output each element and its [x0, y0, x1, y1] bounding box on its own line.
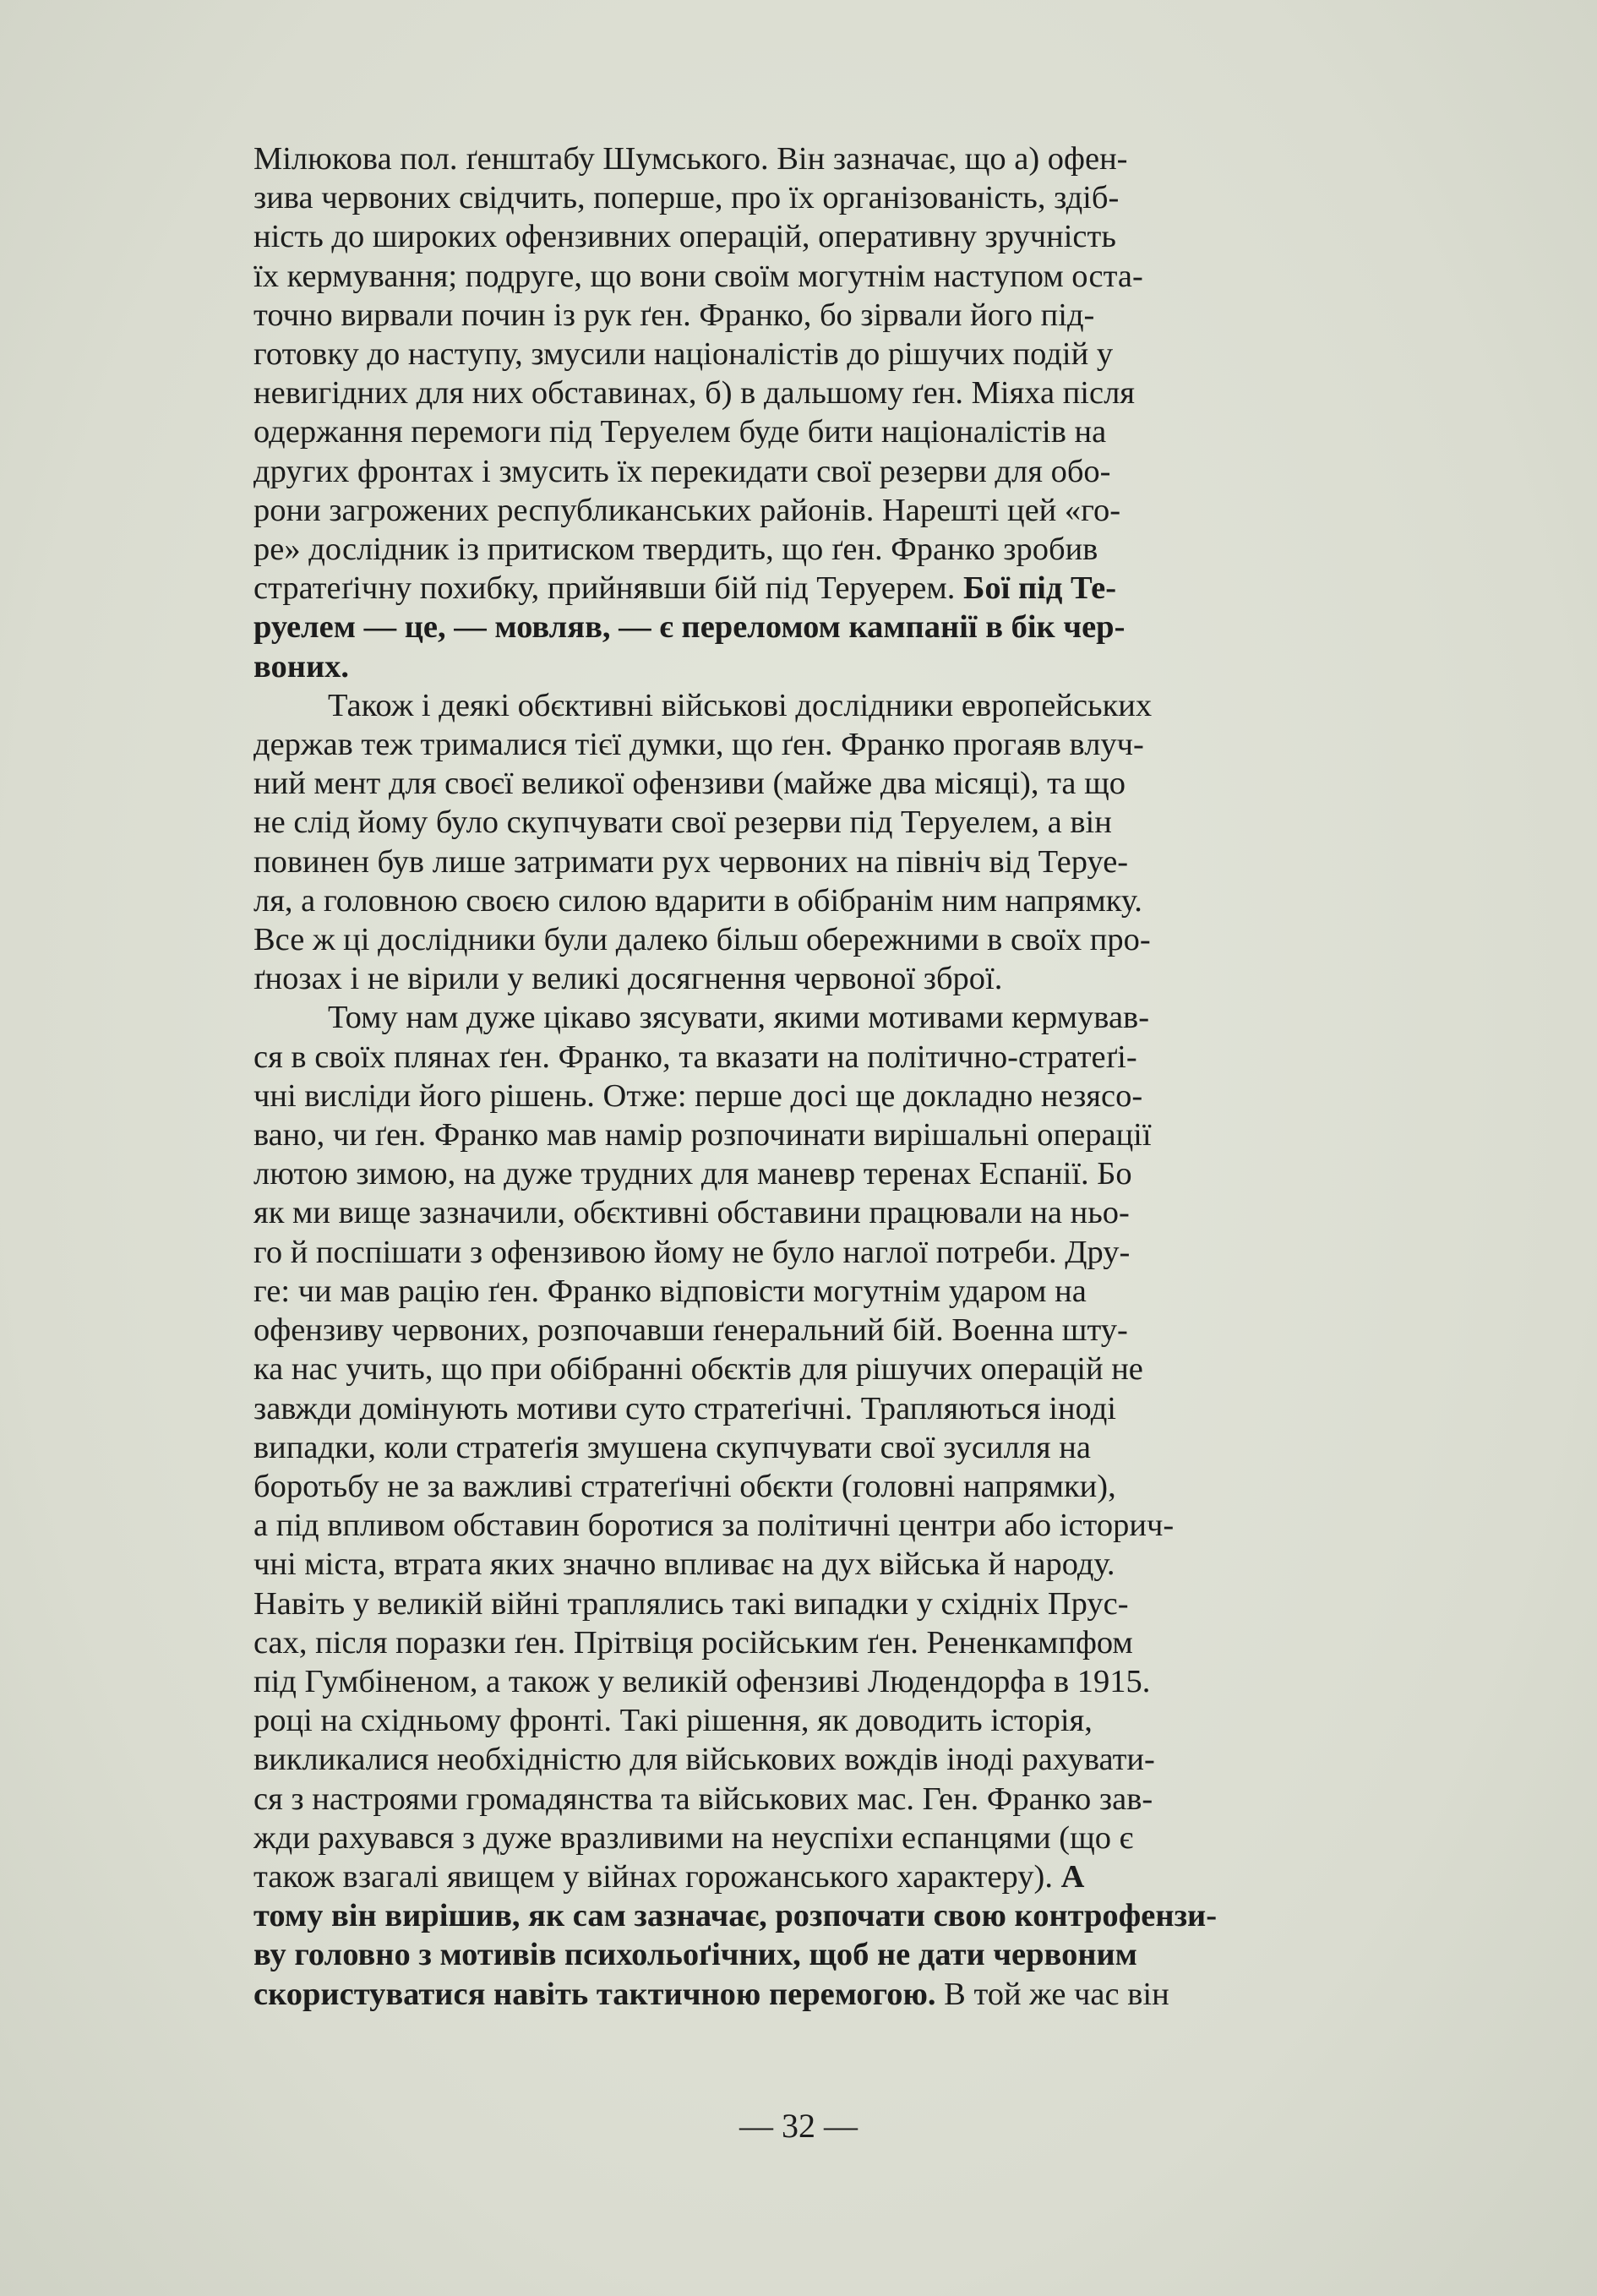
text-segment: випадки, коли стратеґія змушена скупчувати свої зусилля на — [253, 1429, 1091, 1465]
text-line — [253, 920, 1394, 959]
text-segment: ге: чи мав рацію ґен. Франко відповісти могутнім ударом на — [253, 1273, 1087, 1309]
text-segment: їх кермування; подруге, що вони своїм могутнім наступом оста- — [253, 258, 1143, 294]
text-segment: ре» дослідник із притиском твердить, що ґен. Франко зробив — [253, 532, 1098, 568]
text-segment: офензиву червоних, розпочавши ґенеральний бій. Военна шту- — [253, 1312, 1128, 1349]
text-line — [253, 1780, 1394, 1819]
text-segment: Мілюкова пол. ґенштабу Шумського. Він зазначає, що а) офен- — [253, 141, 1128, 177]
text-line — [253, 217, 1394, 256]
text-segment: викликалися необхідністю для військових вождів іноді рахувати- — [253, 1742, 1155, 1778]
text-line — [253, 1233, 1394, 1272]
text-line — [253, 1857, 1394, 1896]
text-segment: Також і деякі обєктивні військові дослідники европейських — [328, 687, 1153, 723]
text-segment: го й поспішати з офензивою йому не було наглої потреби. Дру- — [253, 1234, 1131, 1270]
text-line — [328, 686, 1394, 725]
bold-text-segment: тому він вирішив, як сам зазначає, розпочати свою контрофензи- — [253, 1898, 1218, 1934]
text-line — [253, 1740, 1394, 1779]
text-line — [253, 1038, 1394, 1077]
text-segment: лютою зимою, на дуже трудних для маневр теренах Еспанії. Бо — [253, 1156, 1132, 1192]
bold-text-segment: А — [1053, 1858, 1085, 1895]
text-line — [253, 843, 1394, 881]
text-segment: чні міста, втрата яких значно впливає на дух війська й народу. — [253, 1546, 1115, 1583]
text-segment: році на східньому фронті. Такі рішення, як доводить історія, — [253, 1703, 1093, 1739]
text-line — [253, 959, 1394, 998]
text-line — [253, 452, 1394, 491]
text-line — [253, 1428, 1394, 1467]
text-segment: завжди домінують мотиви суто стратеґічні. Трапляються іноді — [253, 1390, 1116, 1426]
paragraph-p1 — [253, 139, 1394, 686]
text-segment: Все ж ці дослідники були далеко більш обережними в своїх про- — [253, 922, 1151, 958]
text-segment: рони загрожених республиканських районів. Нарешті цей «го- — [253, 492, 1121, 528]
text-line — [253, 335, 1394, 374]
text-line — [253, 1935, 1394, 1974]
text-line — [253, 1193, 1394, 1232]
text-line — [253, 764, 1394, 803]
body-text — [253, 139, 1394, 2014]
text-line — [253, 178, 1394, 217]
text-line — [253, 1077, 1394, 1115]
text-segment: жди рахувався з дуже вразливими на неуспіхи еспанцями (що є — [253, 1819, 1134, 1856]
text-segment: не слід йому було скупчувати свої резерви під Теруелем, а він — [253, 804, 1112, 841]
text-line — [253, 257, 1394, 296]
text-line — [253, 1467, 1394, 1506]
text-line — [253, 491, 1394, 530]
text-segment: вано, чи ґен. Франко мав намір розпочинати вирішальні операції — [253, 1117, 1152, 1153]
text-line — [253, 412, 1394, 451]
text-segment: стратеґічну похибку, прийнявши бій під Теруерем. — [253, 570, 956, 607]
text-line — [253, 1272, 1394, 1311]
text-line — [253, 803, 1394, 842]
bold-text-segment: воних. — [253, 648, 350, 684]
text-line — [253, 1389, 1394, 1428]
text-line — [253, 1662, 1394, 1701]
text-segment: Навіть у великій війні траплялись такі випадки у східніх Прус- — [253, 1585, 1129, 1622]
text-segment: невигідних для них обставинах, б) в дальшому ґен. Міяха після — [253, 375, 1136, 412]
text-line — [253, 1115, 1394, 1154]
text-line — [253, 569, 1394, 608]
text-segment: а під впливом обставин боротися за політичні центри або історич- — [253, 1508, 1175, 1544]
text-segment: зива червоних свідчить, поперше, про їх організованість, здіб- — [253, 180, 1120, 216]
text-segment: одержання перемоги під Теруелем буде бити націоналістів на — [253, 414, 1107, 450]
text-segment: ля, а головною своєю силою вдарити в обібранім ним напрямку. — [253, 882, 1142, 919]
text-segment: точно вирвали почин із рук ґен. Франко, бо зірвали його під- — [253, 297, 1095, 333]
bold-text-segment: руелем — це, — мовляв, — є переломом кампанії в бік чер- — [253, 609, 1126, 646]
text-line — [253, 1896, 1394, 1935]
text-line — [253, 1975, 1394, 2014]
text-line — [253, 1623, 1394, 1662]
text-line — [253, 647, 1394, 686]
text-segment: як ми вище зазначили, обєктивні обставини працювали на ньо- — [253, 1195, 1130, 1231]
text-segment: ка нас учить, що при обібранні обєктів для рішучих операцій не — [253, 1351, 1143, 1388]
text-line — [253, 1350, 1394, 1388]
text-segment: боротьбу не за важливі стратеґічні обєкти (головні напрямки), — [253, 1468, 1116, 1504]
text-segment: ність до широких офензивних операцій, оперативну зручність — [253, 219, 1116, 255]
text-line — [253, 1545, 1394, 1584]
text-segment: ся в своїх плянах ґен. Франко, та вказати на політично-стратеґі- — [253, 1039, 1137, 1075]
text-segment: ний мент для своєї великої офензиви (майже два місяці), та що — [253, 766, 1126, 802]
text-segment: Тому нам дуже цікаво зясувати, якими мотивами кермував- — [328, 1000, 1150, 1036]
bold-text-segment: Бої під Те- — [955, 570, 1117, 607]
text-segment: під Гумбіненом, а також у великій офензиві Людендорфа в 1915. — [253, 1663, 1151, 1699]
bold-text-segment: ву головно з мотивів психольоґічних, щоб не дати червоним — [253, 1937, 1137, 1973]
bold-text-segment: скористуватися навіть тактичною перемогою. — [253, 1976, 936, 2012]
text-segment: також взагалі явищем у війнах горожанського характеру). — [253, 1858, 1053, 1895]
text-segment: держав теж трималися тієї думки, що ґен. Франко прогаяв влуч- — [253, 727, 1144, 763]
text-segment: других фронтах і змусить їх перекидати свої резерви для обо- — [253, 453, 1111, 489]
text-segment: ся з настроями громадянства та військових мас. Ген. Франко зав- — [253, 1781, 1153, 1817]
text-line — [253, 1154, 1394, 1193]
paragraph-p3 — [253, 998, 1394, 2013]
text-segment: ґнозах і не вірили у великі досягнення червоної зброї. — [253, 961, 1003, 997]
text-line — [253, 296, 1394, 335]
text-line — [253, 530, 1394, 569]
text-line — [253, 881, 1394, 920]
text-line — [253, 1701, 1394, 1740]
text-segment: сах, після поразки ґен. Прітвіця російським ґен. Рененкампфом — [253, 1624, 1133, 1661]
page-number: — 32 — — [739, 2107, 858, 2145]
text-segment: повинен був лише затримати рух червоних на північ від Теруе- — [253, 843, 1129, 880]
text-line — [253, 1819, 1394, 1857]
text-line — [253, 1506, 1394, 1545]
text-segment: чні висліди його рішень. Отже: перше досі ще докладно незясо- — [253, 1077, 1143, 1114]
paragraph-p2 — [253, 686, 1394, 999]
text-segment: В той же час він — [935, 1976, 1169, 2012]
text-line — [253, 725, 1394, 764]
text-line — [328, 998, 1394, 1037]
text-line — [253, 608, 1394, 646]
text-line — [253, 1584, 1394, 1623]
text-segment: готовку до наступу, змусили націоналістів до рішучих подій у — [253, 336, 1114, 373]
text-line — [253, 139, 1394, 178]
text-line — [253, 1311, 1394, 1350]
text-line — [253, 374, 1394, 412]
